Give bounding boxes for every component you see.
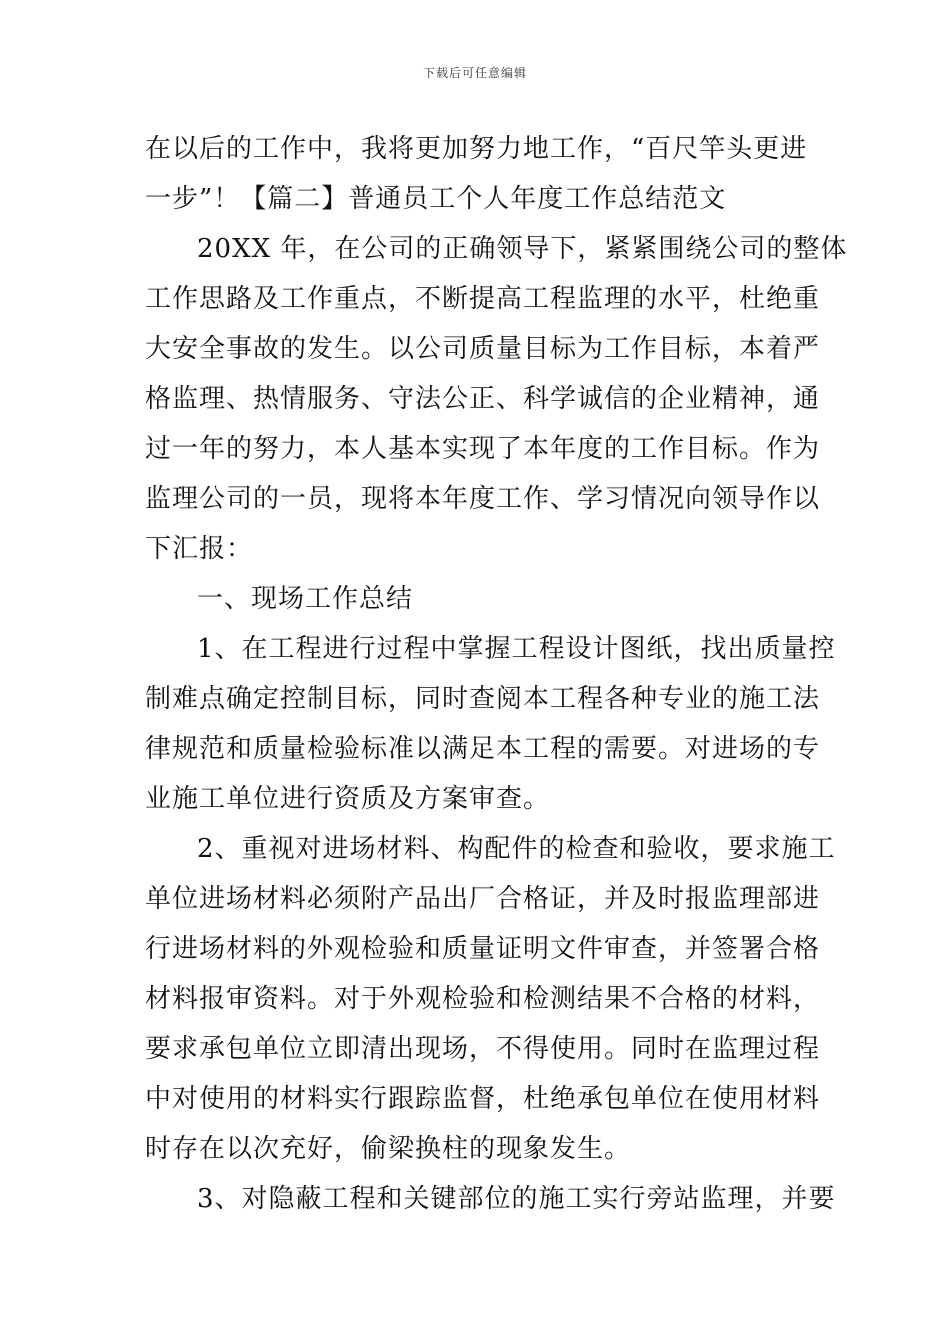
- section-heading: 一、现场工作总结: [197, 584, 414, 614]
- text-line: 过一年的努力，本人基本实现了本年度的工作目标。作为: [145, 434, 821, 464]
- document-body: [145, 124, 848, 1224]
- page-header: 下载后可任意编辑: [422, 66, 527, 80]
- text-line: 业施工单位进行资质及方案审查。: [145, 784, 551, 814]
- text-line: 一步”！【篇二】普通员工个人年度工作总结范文: [145, 184, 727, 214]
- text-line: 行进场材料的外观检验和质量证明文件审查，并签署合格: [145, 934, 821, 964]
- text-line: 律规范和质量检验标准以满足本工程的需要。对进场的专: [145, 734, 821, 764]
- text-line: 3、对隐蔽工程和关键部位的施工实行旁站监理，并要: [197, 1184, 836, 1214]
- text-line: 1、在工程进行过程中掌握工程设计图纸，找出质量控: [197, 634, 836, 664]
- text-line: 时存在以次充好，偷梁换柱的现象发生。: [145, 1134, 632, 1164]
- text-line: 20XX 年，在公司的正确领导下，紧紧围绕公司的整体: [197, 234, 848, 264]
- text-line: 格监理、热情服务、守法公正、科学诚信的企业精神，通: [145, 384, 821, 414]
- text-line: 下汇报：: [145, 534, 254, 564]
- text-line: 监理公司的一员，现将本年度工作、学习情况向领导作以: [145, 484, 821, 514]
- text-line: 大安全事故的发生。以公司质量目标为工作目标，本着严: [145, 334, 821, 364]
- text-line: 2、重视对进场材料、构配件的检查和验收，要求施工: [197, 834, 836, 864]
- text-line: 单位进场材料必须附产品出厂合格证，并及时报监理部进: [145, 884, 821, 914]
- text-line: 工作思路及工作重点，不断提高工程监理的水平，杜绝重: [145, 284, 821, 314]
- text-line: 要求承包单位立即清出现场，不得使用。同时在监理过程: [145, 1034, 821, 1064]
- text-line: 制难点确定控制目标，同时查阅本工程各种专业的施工法: [145, 684, 821, 714]
- text-line: 在以后的工作中，我将更加努力地工作，“百尺竿头更进: [145, 134, 808, 164]
- text-line: 中对使用的材料实行跟踪监督，杜绝承包单位在使用材料: [145, 1084, 821, 1114]
- text-line: 材料报审资料。对于外观检验和检测结果不合格的材料，: [145, 984, 821, 1014]
